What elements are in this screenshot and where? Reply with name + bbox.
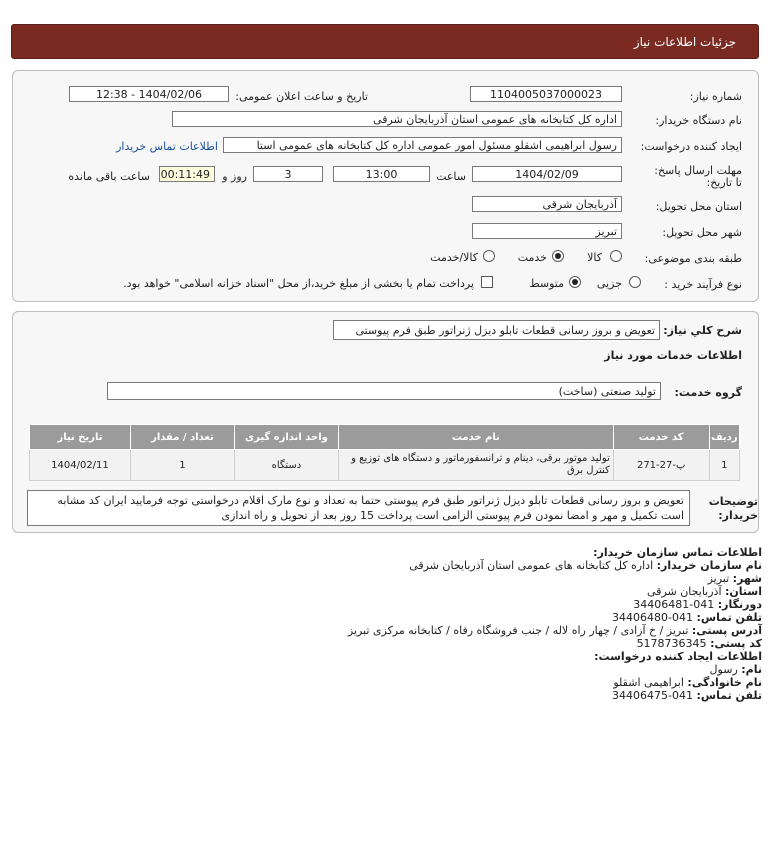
buyer-contact-link[interactable]: اطلاعات تماس خریدار bbox=[116, 140, 218, 153]
announce-label: تاریخ و ساعت اعلان عمومی: bbox=[235, 90, 368, 103]
phone-line: تلفن تماس: 041-34406480 bbox=[612, 611, 762, 624]
process-radio-medium[interactable] bbox=[569, 276, 581, 288]
cell-need-date: 1404/02/11 bbox=[30, 450, 131, 481]
postal-line: کد پستی: 5178736345 bbox=[636, 637, 762, 650]
cell-service-code: پ-27-271 bbox=[613, 450, 709, 481]
col-service-code: کد خدمت bbox=[613, 425, 709, 450]
treasury-checkbox[interactable] bbox=[481, 276, 493, 288]
category-option-service: خدمت bbox=[517, 251, 547, 264]
col-quantity: تعداد / مقدار bbox=[130, 425, 234, 450]
org-contact-section-title: اطلاعات تماس سازمان خریدار: bbox=[593, 546, 762, 559]
process-option-medium: متوسط bbox=[529, 277, 564, 290]
contact-info bbox=[348, 546, 762, 702]
request-details-panel bbox=[12, 70, 759, 302]
col-need-date: تاریخ نیاز bbox=[30, 425, 131, 450]
category-radio-goods[interactable] bbox=[610, 250, 622, 262]
announce-field: 1404/02/06 - 12:38 bbox=[69, 86, 229, 102]
process-label: نوع فرآیند خرید : bbox=[664, 278, 742, 291]
province-label: استان محل تحویل: bbox=[655, 200, 742, 213]
address-line: آدرس پستی: تبریز / خ آزادی / چهار راه لاله / جنب فروشگاه رفاه / کتابخانه مرکزی تبریز bbox=[347, 624, 762, 637]
category-option-goods-service: کالا/خدمت bbox=[430, 251, 478, 264]
buyer-org-field: اداره کل کتابخانه های عمومی استان آذربایجان شرقی bbox=[172, 111, 622, 127]
city-field: تبریز bbox=[472, 223, 622, 239]
last-name-line: نام خانوادگی: ابراهیمی اشقلو bbox=[613, 676, 762, 689]
page-header bbox=[11, 24, 759, 59]
services-table bbox=[29, 424, 740, 481]
payment-note: پرداخت تمام یا بخشی از مبلغ خرید،از محل "اسناد خزانه اسلامی" خواهد بود. bbox=[123, 277, 474, 290]
province-line: استان: آذربایجان شرقی bbox=[647, 585, 762, 598]
services-title: اطلاعات خدمات مورد نیاز bbox=[604, 349, 742, 362]
creator-label: ایجاد کننده درخواست: bbox=[640, 140, 742, 153]
cell-service-name: تولید موتور برقی، دینام و ترانسفورماتور و دستگاه های توزیع و کنترل برق bbox=[338, 450, 613, 481]
buyer-org-label: نام دستگاه خریدار: bbox=[655, 114, 742, 127]
creator-contact-section-title: اطلاعات ایجاد کننده درخواست: bbox=[594, 650, 762, 663]
col-row: ردیف bbox=[709, 425, 739, 450]
col-service-name: نام خدمت bbox=[338, 425, 613, 450]
days-field: 3 bbox=[253, 166, 323, 182]
category-radio-service[interactable] bbox=[552, 250, 564, 262]
category-option-goods: کالا bbox=[587, 251, 602, 264]
deadline-label: مهلت ارسال پاسخ: تا تاریخ: bbox=[654, 164, 742, 189]
first-name-line: نام: رسول bbox=[709, 663, 762, 676]
summary-field: تعویض و بروز رسانی قطعات تابلو دیزل ژنراتور طبق فرم پیوستی bbox=[333, 320, 660, 340]
need-number-label: شماره نیاز: bbox=[689, 90, 742, 103]
service-group-field: تولید صنعتی (ساخت) bbox=[107, 382, 661, 400]
time-label: ساعت bbox=[436, 170, 466, 183]
remaining-label: ساعت باقی مانده bbox=[68, 170, 150, 183]
page-title: جزئیات اطلاعات نیاز bbox=[633, 35, 736, 49]
table-header-row bbox=[30, 425, 740, 450]
buyer-notes-field: تعویض و بروز رسانی قطعات تابلو دیزل ژنراتور طبق فرم پیوستی حتما به تعداد و نوع مارک اقلام درخواستی توجه فرمایید ایران کد مشابه است تکمیل و مهر و امضا نمودن فرم پیوستی الزامی است پرداخت 15 روز بعد از تحویل و راه اندازی bbox=[27, 490, 690, 526]
need-number-field: 1104005037000023 bbox=[470, 86, 622, 102]
process-option-minor: جزیی bbox=[596, 277, 622, 290]
creator-field: رسول ابراهیمی اشقلو مسئول امور عمومی اداره کل کتابخانه های عمومی استا bbox=[223, 137, 622, 153]
fax-line: دورنگار: 041-34406481 bbox=[633, 598, 762, 611]
summary-label: شرح کلي نياز: bbox=[663, 324, 742, 337]
cell-unit: دستگاه bbox=[234, 450, 338, 481]
process-radio-minor[interactable] bbox=[629, 276, 641, 288]
deadline-date-field: 1404/02/09 bbox=[472, 166, 622, 182]
buyer-notes-label: توضیحات خریدار: bbox=[708, 495, 758, 522]
category-label: طبقه بندی موضوعی: bbox=[644, 252, 742, 265]
creator-phone-line: تلفن تماس: 041-34406475 bbox=[612, 689, 762, 702]
org-name-line: نام سازمان خریدار: اداره کل کتابخانه های عمومی استان آذربایجان شرقی bbox=[409, 559, 762, 572]
cell-quantity: 1 bbox=[130, 450, 234, 481]
table-row bbox=[30, 450, 740, 481]
city-label: شهر محل تحویل: bbox=[662, 226, 742, 239]
province-field: آذربایجان شرقی bbox=[472, 196, 622, 212]
days-label: روز و bbox=[222, 170, 247, 183]
cell-row: 1 bbox=[709, 450, 739, 481]
category-radio-goods-service[interactable] bbox=[483, 250, 495, 262]
city-line: شهر: تبریز bbox=[707, 572, 762, 585]
remaining-time-field: 00:11:49 bbox=[159, 166, 215, 182]
service-group-label: گروه خدمت: bbox=[674, 386, 742, 399]
deadline-time-field: 13:00 bbox=[333, 166, 430, 182]
col-unit: واحد اندازه گیری bbox=[234, 425, 338, 450]
